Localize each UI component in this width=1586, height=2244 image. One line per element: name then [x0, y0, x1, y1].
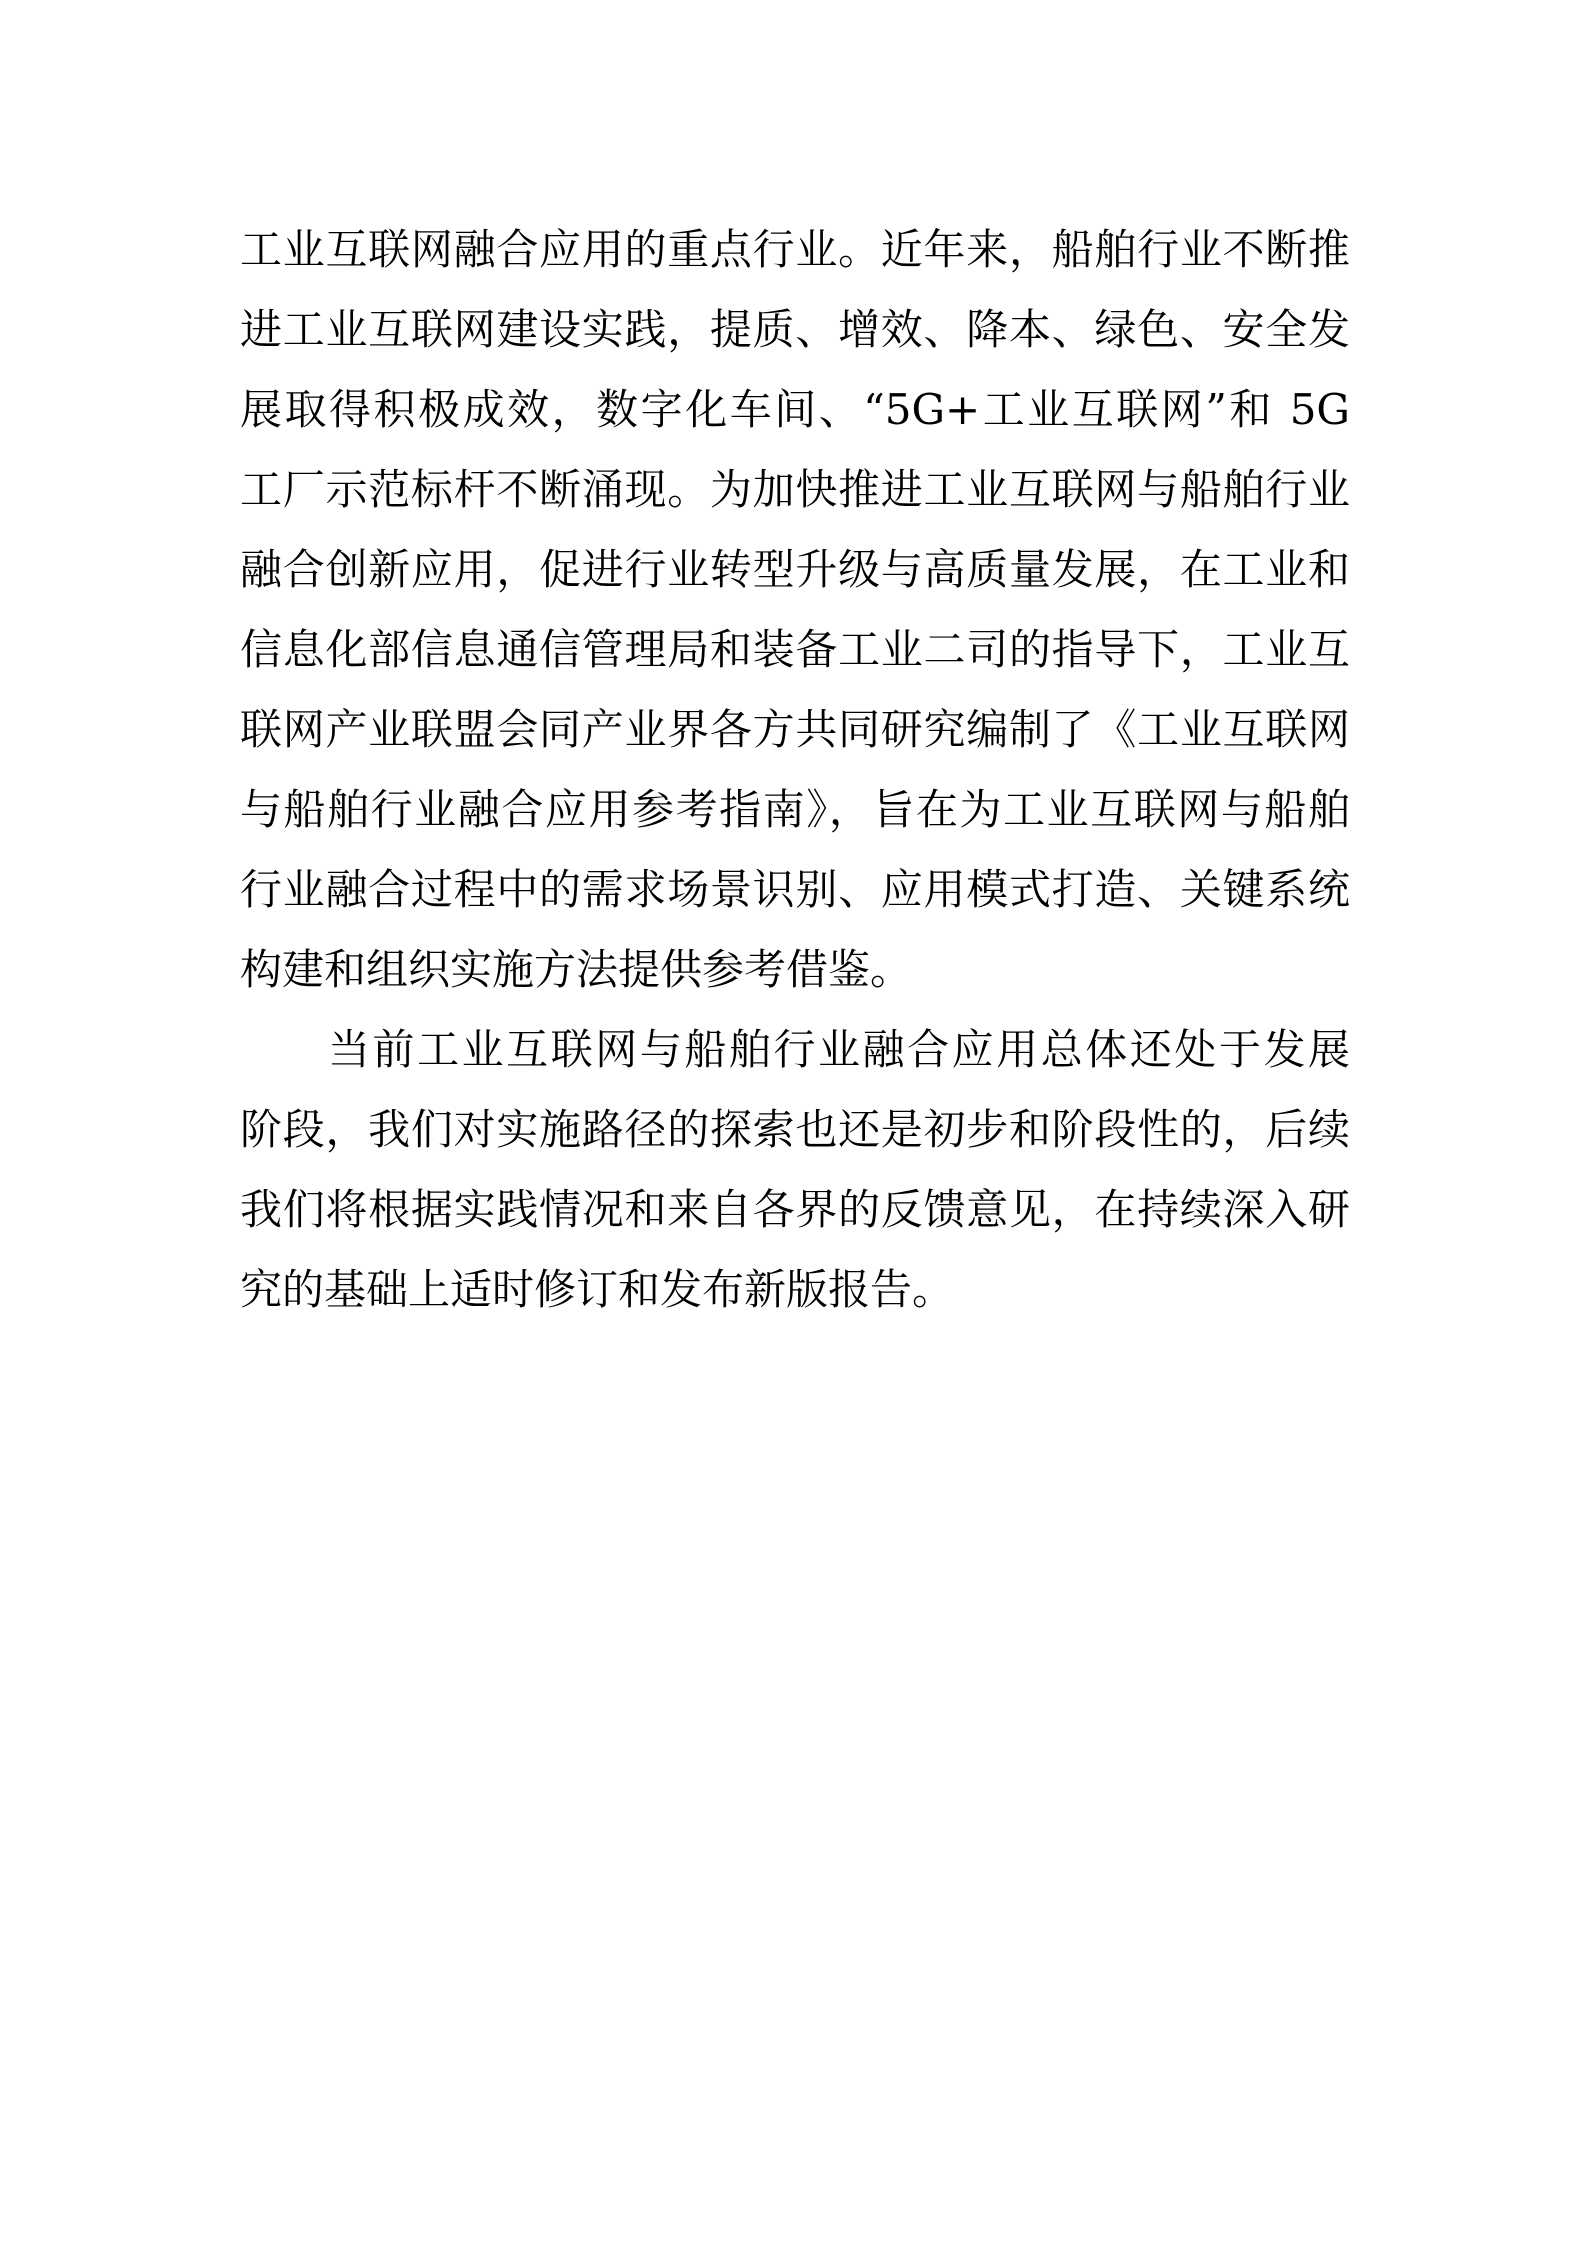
paragraph-line: 融合创新应用，促进行业转型升级与高质量发展，在工业和: [240, 545, 1350, 594]
paragraph-line: 信息化部信息通信管理局和装备工业二司的指导下，工业互: [240, 625, 1350, 674]
paragraph-line: 我们将根据实践情况和来自各界的反馈意见，在持续深入研: [240, 1185, 1350, 1234]
paragraph-line: 与船舶行业融合应用参考指南》，旨在为工业互联网与船舶: [240, 785, 1350, 834]
paragraph-line: 工业互联网融合应用的重点行业。近年来，船舶行业不断推: [240, 225, 1350, 274]
paragraph-line: 阶段，我们对实施路径的探索也还是初步和阶段性的，后续: [240, 1105, 1350, 1154]
paragraph-line: 工厂示范标杆不断涌现。为加快推进工业互联网与船舶行业: [240, 465, 1350, 514]
paragraph-line: 构建和组织实施方法提供参考借鉴。: [240, 945, 913, 994]
body-text: [240, 210, 1350, 1330]
paragraph-line: 究的基础上适时修订和发布新版报告。: [240, 1265, 955, 1314]
paragraph-line: 联网产业联盟会同产业界各方共同研究编制了《工业互联网: [240, 705, 1350, 754]
paragraph-line: 进工业互联网建设实践，提质、增效、降本、绿色、安全发: [240, 305, 1350, 354]
paragraph-line: 当前工业互联网与船舶行业融合应用总体还处于发展: [328, 1025, 1350, 1074]
paragraph-1: [240, 210, 1350, 1010]
paragraph-line: 行业融合过程中的需求场景识别、应用模式打造、关键系统: [240, 865, 1350, 914]
paragraph-2: [240, 1010, 1350, 1330]
paragraph-line: 展取得积极成效，数字化车间、“5G+工业互联网”和 5G: [240, 385, 1350, 434]
